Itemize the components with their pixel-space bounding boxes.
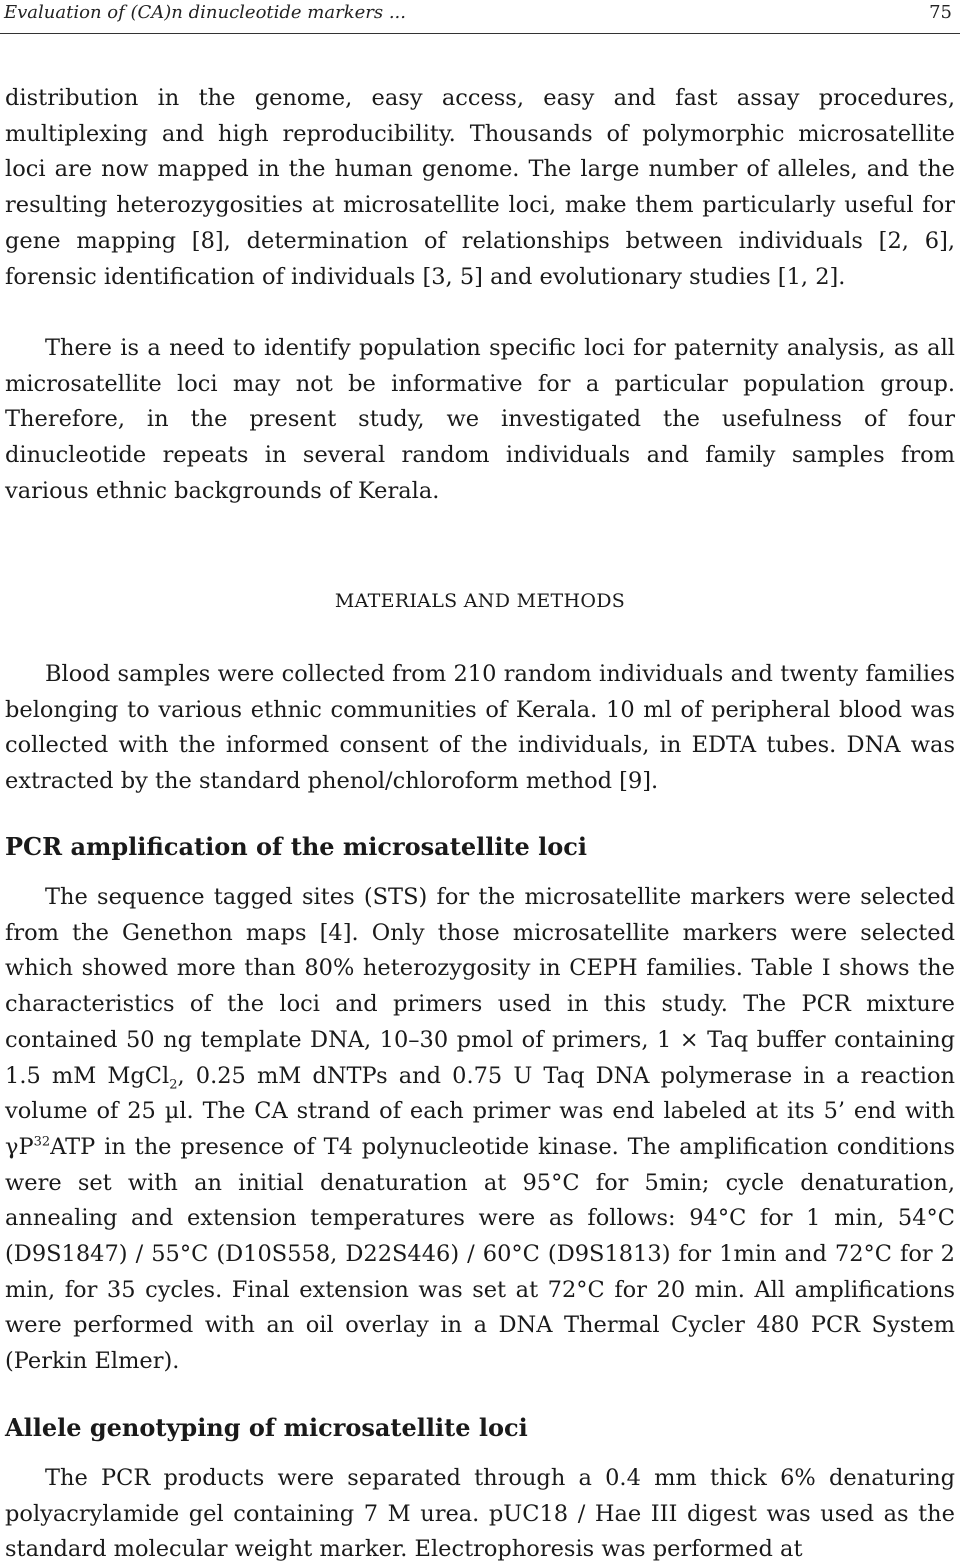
- superscript-32: 32: [33, 1134, 51, 1150]
- pcr-text-a: The sequence tagged sites (STS) for the microsatellite markers were selected from the Genethon maps [4]. Only those microsatellite markers were selected which showed more than 80% heterozygosity in CEPH families. Table I shows the characteristics of the loci and primers used in this study. The PCR mixture contained 50 ng template DNA, 10–30 pmol of primers, 1 × Taq buffer containing 1.5 mM MgCl: [5, 884, 955, 1089]
- pcr-text-b: , 0.25 mM dNTPs and 0.75 U Taq DNA polymerase in a reaction volume of 25 µl. The CA strand of each primer was end labeled at its 5’ end with γP: [5, 1062, 955, 1160]
- section-heading-materials-methods: MATERIALS AND METHODS: [334, 590, 626, 612]
- running-head-title: Evaluation of (CA)n dinucleotide markers ...: [4, 2, 406, 23]
- pcr-paragraph: [5, 880, 955, 1380]
- header-rule: [0, 33, 960, 34]
- genotyping-paragraph-1: The PCR products were separated through a 0.4 mm thick 6% denaturing polyacrylamide gel containing 7 M urea. pUC18 / Hae III digest was used as the standard molecular weight marker. Electrophoresis was performed at: [5, 1465, 955, 1563]
- running-head: [4, 2, 952, 26]
- subheading-pcr-amplification: PCR amplification of the microsatellite loci: [5, 832, 587, 861]
- subheading-allele-genotyping: Allele genotyping of microsatellite loci: [5, 1413, 528, 1442]
- subscript-2: 2: [169, 1077, 178, 1093]
- intro-paragraph-1: distribution in the genome, easy access, easy and fast assay procedures, multiplexing and high reproducibility. Thousands of polymorphic microsatellite loci are now mapped in the human genome. The large number of alleles, and the resulting heterozygosities at microsatellite loci, make them particularly useful for gene mapping [8], determination of relationships between individuals [2, 6], forensic identification of individuals [3, 5] and evolutionary studies [1, 2].: [5, 85, 955, 290]
- methods-paragraph-1: Blood samples were collected from 210 random individuals and twenty families belonging to various ethnic communities of Kerala. 10 ml of peripheral blood was collected with the informed consent of the individuals, in EDTA tubes. DNA was extracted by the standard phenol/chloroform method [9].: [5, 661, 955, 795]
- pcr-text-c: ATP in the presence of T4 polynucleotide kinase. The amplification conditions were set with an initial denaturation at 95°C for 5min; cycle denaturation, annealing and extension temperatures were as follows: 94°C for 1 min, 54°C (D9S1847) / 55°C (D10S558, D22S446) / 60°C (D9S1813) for 1min and 72°C for 2 min, for 35 cycles. Final extension was set at 72°C for 20 min. All amplifications were performed with an oil overlay in a DNA Thermal Cycler 480 PCR System (Perkin Elmer).: [5, 1133, 955, 1375]
- page-number: 75: [929, 2, 952, 23]
- intro-paragraph-2: There is a need to identify population specific loci for paternity analysis, as all microsatellite loci may not be informative for a particular population group. Therefore, in the present study, we investigated the usefulness of four dinucleotide repeats in several random individuals and family samples from various ethnic backgrounds of Kerala.: [5, 335, 955, 504]
